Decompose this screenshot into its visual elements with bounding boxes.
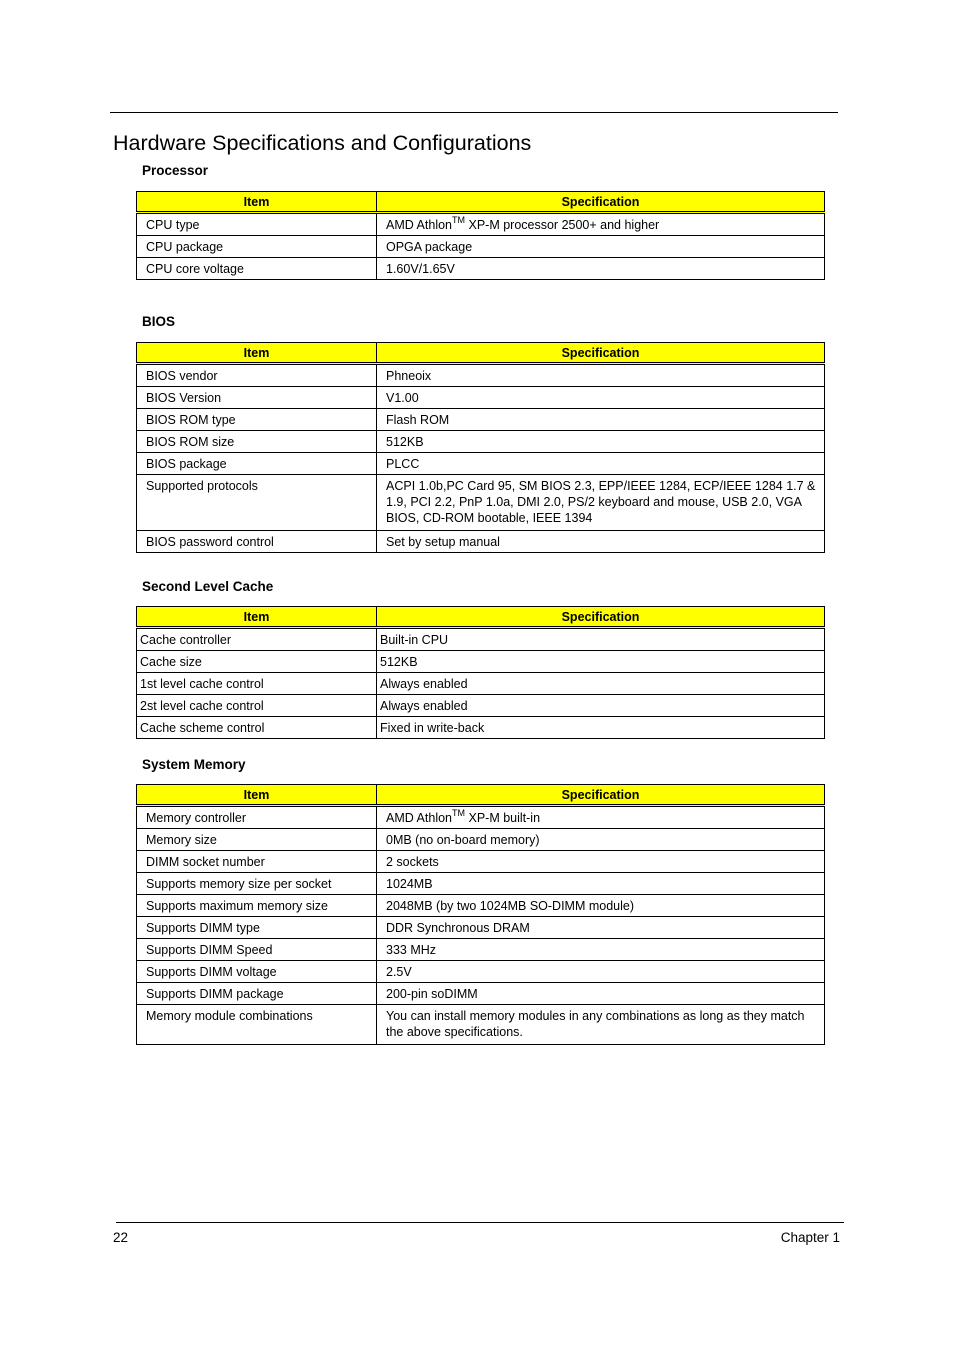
- item-cell: Supports DIMM type: [137, 917, 377, 939]
- item-cell: Cache size: [137, 651, 377, 673]
- table-row: [137, 717, 825, 739]
- spec-cell: 333 MHz: [377, 939, 825, 961]
- table-row: [137, 628, 825, 651]
- item-cell: DIMM socket number: [137, 851, 377, 873]
- item-column-header: Item: [137, 343, 377, 364]
- item-cell: BIOS package: [137, 453, 377, 475]
- memory-table: [136, 784, 825, 1045]
- item-cell: Memory module combinations: [137, 1005, 377, 1045]
- table-row: [137, 673, 825, 695]
- table-row: [137, 1005, 825, 1045]
- table-row: [137, 873, 825, 895]
- item-cell: Supports DIMM package: [137, 983, 377, 1005]
- processor-table: [136, 191, 825, 280]
- spec-cell: [377, 213, 825, 236]
- item-cell: Supports maximum memory size: [137, 895, 377, 917]
- item-cell: CPU package: [137, 236, 377, 258]
- item-cell: Cache controller: [137, 628, 377, 651]
- bios-table: [136, 342, 825, 553]
- table-row: [137, 961, 825, 983]
- item-cell: CPU core voltage: [137, 258, 377, 280]
- spec-cell: 1.60V/1.65V: [377, 258, 825, 280]
- table-row: [137, 453, 825, 475]
- table-row: [137, 983, 825, 1005]
- table-row: [137, 917, 825, 939]
- spec-cell: 512KB: [377, 651, 825, 673]
- table-row: [137, 851, 825, 873]
- item-cell: BIOS ROM size: [137, 431, 377, 453]
- trademark-mark: TM: [452, 215, 466, 225]
- table-row: [137, 409, 825, 431]
- table-row: [137, 939, 825, 961]
- spec-cell: 512KB: [377, 431, 825, 453]
- spec-cell: ACPI 1.0b,PC Card 95, SM BIOS 2.3, EPP/IEEE 1284, ECP/IEEE 1284 1.7 & 1.9, PCI 2.2, PnP 1.0a, DMI 2.0, PS/2 keyboard and mouse, USB 2.0, VGA BIOS, CD-ROM bootable, IEEE 1394: [377, 475, 825, 531]
- item-cell: BIOS ROM type: [137, 409, 377, 431]
- item-cell: Supports memory size per socket: [137, 873, 377, 895]
- spec-cell: 2 sockets: [377, 851, 825, 873]
- table-row: [137, 387, 825, 409]
- table-row: [137, 806, 825, 829]
- spec-cell: Built-in CPU: [377, 628, 825, 651]
- spec-cell: Fixed in write-back: [377, 717, 825, 739]
- spec-text: XP-M processor 2500+ and higher: [465, 218, 660, 232]
- item-cell: BIOS password control: [137, 531, 377, 553]
- item-cell: Memory controller: [137, 806, 377, 829]
- spec-text: XP-M built-in: [465, 811, 541, 825]
- spec-column-header: Specification: [377, 607, 825, 628]
- table-row: [137, 236, 825, 258]
- spec-cell: Flash ROM: [377, 409, 825, 431]
- spec-cell: Set by setup manual: [377, 531, 825, 553]
- item-cell: BIOS Version: [137, 387, 377, 409]
- spec-cell: [377, 806, 825, 829]
- table-header-row: [137, 607, 825, 628]
- table-row: [137, 895, 825, 917]
- processor-heading: Processor: [142, 163, 209, 178]
- table-header-row: [137, 785, 825, 806]
- memory-heading: System Memory: [142, 757, 246, 772]
- item-cell: Memory size: [137, 829, 377, 851]
- spec-cell: 0MB (no on-board memory): [377, 829, 825, 851]
- spec-cell: V1.00: [377, 387, 825, 409]
- spec-cell: Phneoix: [377, 364, 825, 387]
- table-row: [137, 213, 825, 236]
- spec-column-header: Specification: [377, 343, 825, 364]
- page-number: 22: [113, 1230, 129, 1245]
- item-cell: BIOS vendor: [137, 364, 377, 387]
- footer-rule: [116, 1222, 844, 1223]
- table-row: [137, 695, 825, 717]
- spec-cell: 2.5V: [377, 961, 825, 983]
- trademark-mark: TM: [452, 808, 466, 818]
- table-header-row: [137, 343, 825, 364]
- spec-cell: 200-pin soDIMM: [377, 983, 825, 1005]
- item-cell: 1st level cache control: [137, 673, 377, 695]
- item-cell: Supports DIMM Speed: [137, 939, 377, 961]
- item-cell: 2st level cache control: [137, 695, 377, 717]
- item-column-header: Item: [137, 785, 377, 806]
- spec-cell: 2048MB (by two 1024MB SO-DIMM module): [377, 895, 825, 917]
- table-row: [137, 531, 825, 553]
- item-column-header: Item: [137, 192, 377, 213]
- item-cell: Cache scheme control: [137, 717, 377, 739]
- bios-heading: BIOS: [142, 314, 176, 329]
- spec-cell: You can install memory modules in any combinations as long as they match the above specifications.: [377, 1005, 825, 1045]
- spec-cell: 1024MB: [377, 873, 825, 895]
- item-cell: Supports DIMM voltage: [137, 961, 377, 983]
- cache-heading: Second Level Cache: [142, 579, 274, 594]
- page-title: Hardware Specifications and Configurations: [113, 131, 532, 155]
- cache-table: [136, 606, 825, 739]
- item-cell: Supported protocols: [137, 475, 377, 531]
- item-cell: CPU type: [137, 213, 377, 236]
- spec-cell: Always enabled: [377, 673, 825, 695]
- spec-text: AMD Athlon: [386, 218, 453, 232]
- table-row: [137, 829, 825, 851]
- spec-text: AMD Athlon: [386, 811, 453, 825]
- table-row: [137, 475, 825, 531]
- table-row: [137, 364, 825, 387]
- table-row: [137, 258, 825, 280]
- table-header-row: [137, 192, 825, 213]
- spec-cell: OPGA package: [377, 236, 825, 258]
- table-row: [137, 431, 825, 453]
- spec-column-header: Specification: [377, 192, 825, 213]
- spec-cell: DDR Synchronous DRAM: [377, 917, 825, 939]
- spec-cell: Always enabled: [377, 695, 825, 717]
- item-column-header: Item: [137, 607, 377, 628]
- chapter-label: Chapter 1: [780, 1230, 840, 1245]
- spec-cell: PLCC: [377, 453, 825, 475]
- header-rule: [110, 112, 838, 113]
- spec-column-header: Specification: [377, 785, 825, 806]
- table-row: [137, 651, 825, 673]
